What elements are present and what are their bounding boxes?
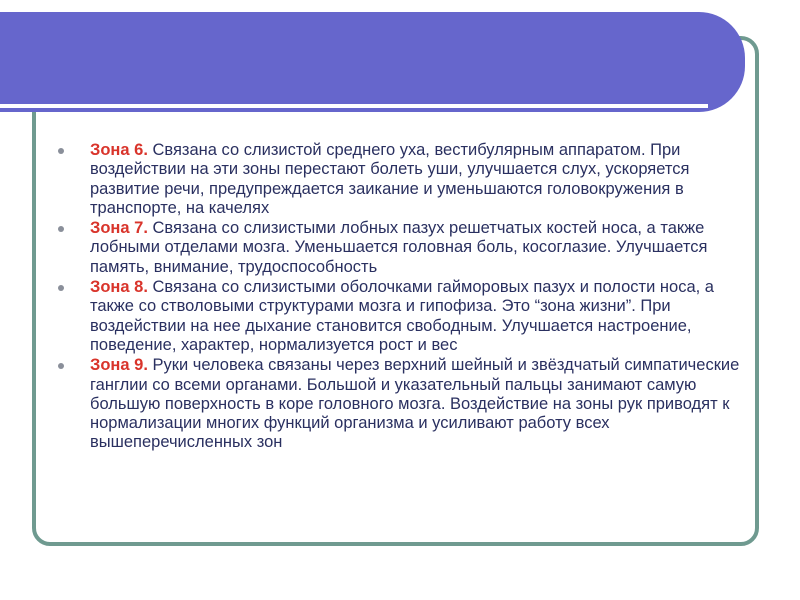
zone-label: Зона 6.	[90, 141, 148, 159]
content-area	[58, 141, 748, 454]
zone-text: Связана со слизистой среднего уха, вестибулярным аппаратом. При воздействии на эти зоны перестают болеть уши, улучшается слух, ускоряется развитие речи, предупреждается заикание и уменьшаются головокружения в транспорте, на качелях	[90, 141, 690, 217]
bullet-icon	[58, 148, 64, 154]
zone-item	[58, 219, 748, 277]
bullet-icon	[58, 226, 64, 232]
title-banner	[0, 12, 745, 112]
zone-label: Зона 7.	[90, 219, 148, 238]
zone-label: Зона 8.	[90, 278, 148, 297]
bullet-icon	[58, 285, 64, 291]
bullet-icon	[58, 363, 64, 369]
zone-label: Зона 9.	[90, 356, 148, 375]
zone-text: Руки человека связаны через верхний шейный и звёздчатый симпатические ганглии со всеми органами. Большой и указательный пальцы занимают самую большую поверхность в коре головного мозга. Воздействие на зоны рук приводят к нормализации многих функций организма и усиливают работу всех вышеперечисленных зон	[90, 356, 740, 452]
zone-item	[58, 356, 748, 452]
zone-item	[58, 141, 748, 218]
zone-item	[58, 278, 748, 355]
zone-text: Связана со слизистыми оболочками гайморовых пазух и полости носа, а также со стволовыми структурами мозга и гипофиза. Это “зона жизни”. При воздействии на нее дыхание становится свободным. Улучшается настроение, поведение, характер, нормализуется рост и вес	[90, 278, 714, 354]
zone-list	[58, 141, 748, 453]
banner-divider	[0, 104, 708, 108]
zone-text: Связана со слизистыми лобных пазух решетчатых костей носа, а также лобными отделами мозга. Уменьшается головная боль, косоглазие. Улучшается память, внимание, трудоспособность	[90, 219, 708, 276]
